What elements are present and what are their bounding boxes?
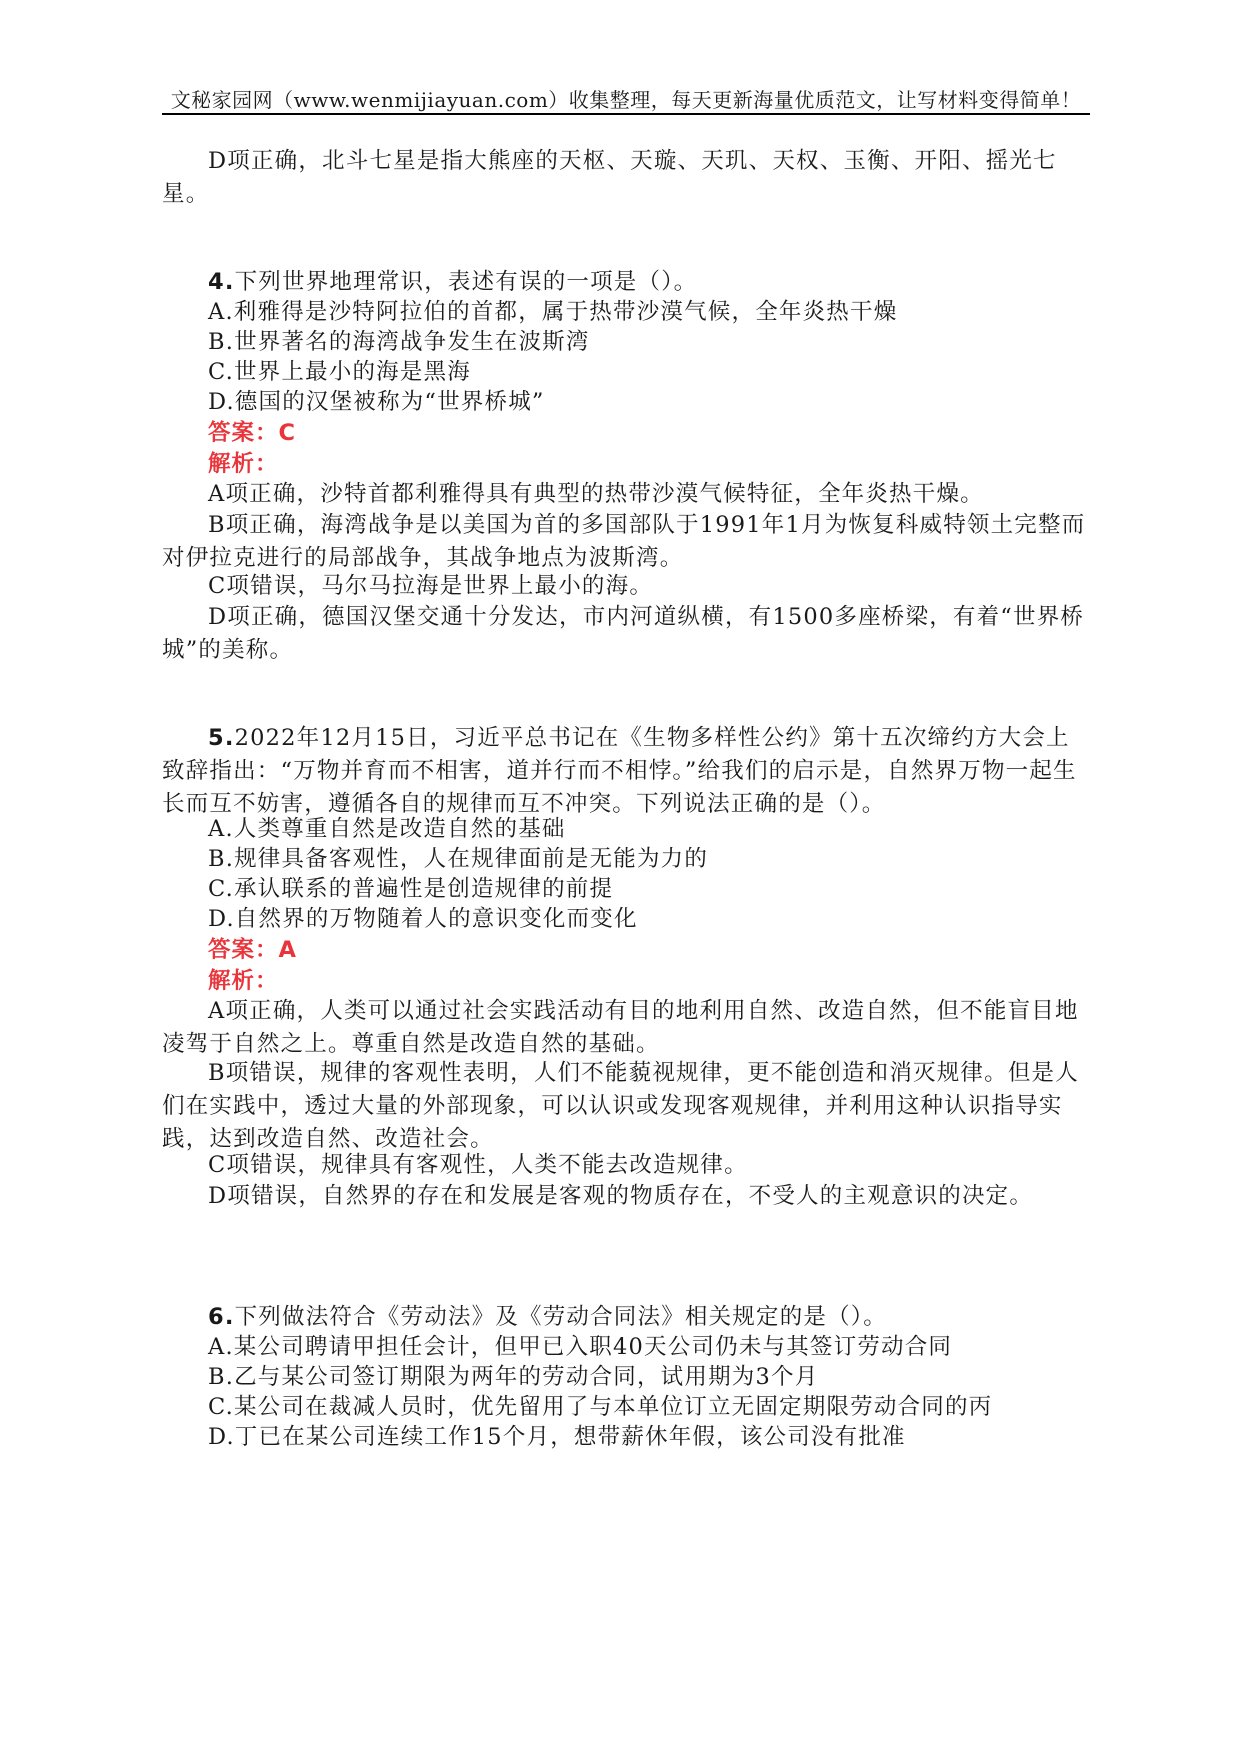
q5-analysis-d: D项错误，自然界的存在和发展是客观的物质存在，不受人的主观意识的决定。: [208, 1183, 1034, 1209]
q5-stem: [162, 722, 1090, 821]
page-header: 文秘家园网（www.wenmijiayuan.com）收集整理，每天更新海量优质范文，让写材料变得简单！: [170, 88, 1082, 112]
q5-option-c: C.承认联系的普遍性是创造规律的前提: [208, 876, 614, 902]
q4-analysis-c: C项错误，马尔马拉海是世界上最小的海。: [208, 573, 654, 599]
q4-analysis-b: B项正确，海湾战争是以美国为首的多国部队于1991年1月为恢复科威特领土完整而对伊拉克进行的局部战争，其战争地点为波斯湾。: [162, 512, 1086, 571]
q3-analysis-d: D项正确，北斗七星是指大熊座的天枢、天璇、天玑、天权、玉衡、开阳、摇光七星。: [162, 148, 1057, 207]
q6-option-b: B.乙与某公司签订期限为两年的劳动合同，试用期为3个月: [208, 1364, 819, 1390]
q5-option-a: A.人类尊重自然是改造自然的基础: [208, 816, 566, 842]
q5-answer: 答案：A: [208, 937, 297, 963]
q5-stem-text: 2022年12月15日，习近平总书记在《生物多样性公约》第十五次缔约方大会上致辞指出：“万物并育而不相害，道并行而不相悖。”给我们的启示是，自然界万物一起生长而互不妨害，遵循各自的规律而互不冲突。下列说法正确的是（）。: [162, 725, 1077, 817]
q6-number: 6.: [208, 1304, 235, 1330]
q6-option-c: C.某公司在裁减人员时，优先留用了与本单位订立无固定期限劳动合同的丙: [208, 1394, 993, 1420]
q4-stem: [162, 266, 1090, 299]
q6-option-a: A.某公司聘请甲担任会计，但甲已入职40天公司仍未与其签订劳动合同: [208, 1334, 953, 1360]
q4-option-c: C.世界上最小的海是黑海: [208, 359, 471, 385]
q4-analysis-d: D项正确，德国汉堡交通十分发达，市内河道纵横，有1500多座桥梁，有着“世界桥城”的美称。: [162, 604, 1085, 663]
q4-option-a: A.利雅得是沙特阿拉伯的首都，属于热带沙漠气候，全年炎热干燥: [208, 299, 898, 325]
q4-answer: 答案：C: [208, 420, 297, 446]
q4-stem-text: 下列世界地理常识，表述有误的一项是（）。: [234, 269, 698, 295]
q6-stem-text: 下列做法符合《劳动法》及《劳动合同法》相关规定的是（）。: [234, 1304, 887, 1330]
q4-option-d: D.德国的汉堡被称为“世界桥城”: [208, 389, 545, 415]
header-rule: [162, 113, 1090, 115]
q5-option-d: D.自然界的万物随着人的意识变化而变化: [208, 906, 638, 932]
q6-option-d: D.丁已在某公司连续工作15个月，想带薪休年假，该公司没有批准: [208, 1424, 906, 1450]
q4-analysis-a: A项正确，沙特首都利雅得具有典型的热带沙漠气候特征，全年炎热干燥。: [208, 481, 984, 507]
q4-option-b: B.世界著名的海湾战争发生在波斯湾: [208, 329, 590, 355]
q5-analysis-a: A项正确，人类可以通过社会实践活动有目的地利用自然、改造自然，但不能盲目地凌驾于自然之上。尊重自然是改造自然的基础。: [162, 998, 1079, 1057]
q4-analysis-label: 解析：: [208, 451, 279, 477]
q5-option-b: B.规律具备客观性，人在规律面前是无能为力的: [208, 846, 709, 872]
q5-analysis-label: 解析：: [208, 968, 279, 994]
q5-analysis-c: C项错误，规律具有客观性，人类不能去改造规律。: [208, 1152, 748, 1178]
q6-stem: [162, 1301, 1090, 1334]
q4-number: 4.: [208, 269, 235, 295]
q5-number: 5.: [208, 725, 235, 751]
q5-analysis-b: B项错误，规律的客观性表明，人们不能藐视规律，更不能创造和消灭规律。但是人们在实践中，透过大量的外部现象，可以认识或发现客观规律，并利用这种认识指导实践，达到改造自然、改造社会。: [162, 1060, 1079, 1152]
